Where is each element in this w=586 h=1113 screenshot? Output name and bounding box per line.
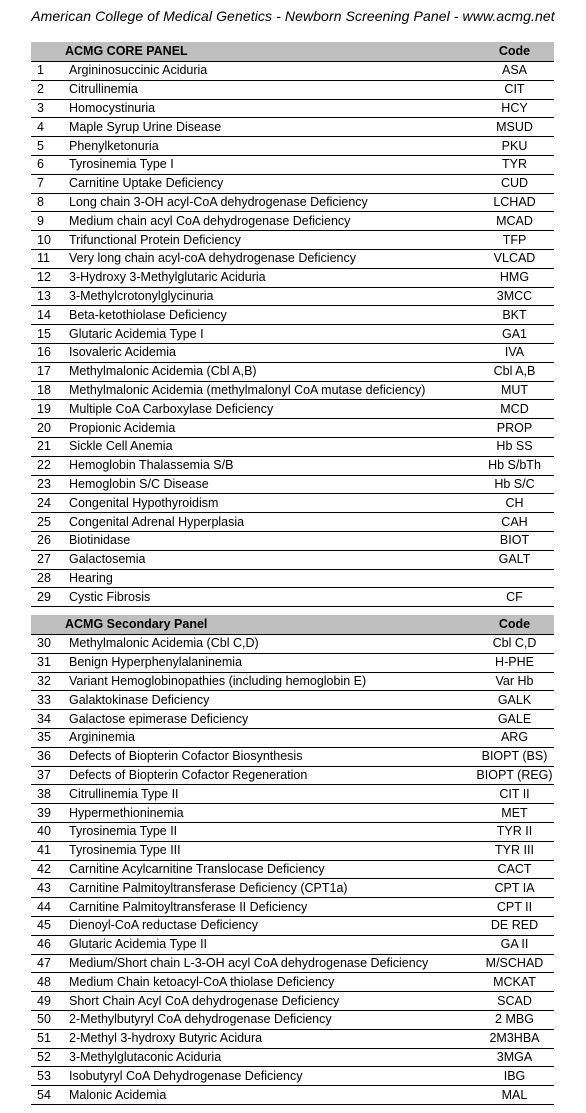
row-number: 20: [31, 419, 65, 438]
condition-code: TFP: [475, 231, 554, 250]
row-number: 1: [31, 62, 65, 81]
table-row: [31, 362, 554, 381]
secondary-panel-body: [31, 635, 554, 1105]
condition-name: 3-Hydroxy 3-Methylglutaric Aciduria: [65, 268, 475, 287]
table-row: [31, 268, 554, 287]
condition-name: Carnitine Uptake Deficiency: [65, 174, 475, 193]
condition-code: M/SCHAD: [475, 954, 554, 973]
condition-name: Galactose epimerase Deficiency: [65, 710, 475, 729]
secondary-panel-heading: ACMG Secondary Panel: [31, 615, 475, 635]
row-number: 8: [31, 193, 65, 212]
table-row: [31, 766, 554, 785]
table-row: [31, 494, 554, 513]
condition-code: GALK: [475, 691, 554, 710]
condition-name: Carnitine Palmitoyltransferase II Deficiency: [65, 898, 475, 917]
table-row: [31, 822, 554, 841]
condition-name: Cystic Fibrosis: [65, 588, 475, 607]
condition-name: Methylmalonic Acidemia (methylmalonyl CoA mutase deficiency): [65, 381, 475, 400]
row-number: 27: [31, 550, 65, 569]
row-number: 3: [31, 99, 65, 118]
row-number: 22: [31, 456, 65, 475]
row-number: 39: [31, 804, 65, 823]
condition-code: Hb S/C: [475, 475, 554, 494]
table-row: [31, 550, 554, 569]
table-row: [31, 916, 554, 935]
condition-name: 2-Methyl 3-hydroxy Butyric Acidura: [65, 1029, 475, 1048]
condition-name: Congenital Adrenal Hyperplasia: [65, 513, 475, 532]
condition-code: CAH: [475, 513, 554, 532]
table-row: [31, 513, 554, 532]
condition-code: ASA: [475, 62, 554, 81]
condition-name: Argininemia: [65, 728, 475, 747]
secondary-panel-header-row: [31, 615, 554, 635]
condition-name: Long chain 3-OH acyl-CoA dehydrogenase Deficiency: [65, 193, 475, 212]
condition-code: MCKAT: [475, 973, 554, 992]
condition-name: Hypermethioninemia: [65, 804, 475, 823]
table-row: [31, 747, 554, 766]
table-row: [31, 419, 554, 438]
condition-code: ARG: [475, 728, 554, 747]
table-row: [31, 588, 554, 607]
condition-code: H-PHE: [475, 653, 554, 672]
table-row: [31, 954, 554, 973]
row-number: 18: [31, 381, 65, 400]
condition-name: Carnitine Palmitoyltransferase Deficiency (CPT1a): [65, 879, 475, 898]
core-panel-heading: ACMG CORE PANEL: [31, 42, 475, 62]
condition-name: Galaktokinase Deficiency: [65, 691, 475, 710]
row-number: 29: [31, 588, 65, 607]
table-row: [31, 456, 554, 475]
row-number: 13: [31, 287, 65, 306]
condition-code: MUT: [475, 381, 554, 400]
condition-name: Biotinidase: [65, 531, 475, 550]
condition-code: TYR III: [475, 841, 554, 860]
table-row: [31, 381, 554, 400]
row-number: 4: [31, 118, 65, 137]
condition-name: Hemoglobin S/C Disease: [65, 475, 475, 494]
row-number: 10: [31, 231, 65, 250]
table-row: [31, 62, 554, 81]
condition-name: 3-Methylglutaconic Aciduria: [65, 1048, 475, 1067]
condition-name: Glutaric Acidemia Type II: [65, 935, 475, 954]
table-row: [31, 343, 554, 362]
table-row: [31, 155, 554, 174]
row-number: 21: [31, 437, 65, 456]
table-row: [31, 672, 554, 691]
condition-code: 3MGA: [475, 1048, 554, 1067]
condition-code: MET: [475, 804, 554, 823]
condition-code: LCHAD: [475, 193, 554, 212]
condition-code: BKT: [475, 306, 554, 325]
table-row: [31, 860, 554, 879]
condition-name: Citrullinemia: [65, 80, 475, 99]
row-number: 2: [31, 80, 65, 99]
condition-code: IBG: [475, 1067, 554, 1086]
condition-code: HMG: [475, 268, 554, 287]
table-row: [31, 400, 554, 419]
condition-code: CPT IA: [475, 879, 554, 898]
row-number: 47: [31, 954, 65, 973]
row-number: 46: [31, 935, 65, 954]
table-row: [31, 973, 554, 992]
condition-code: CH: [475, 494, 554, 513]
row-number: 37: [31, 766, 65, 785]
condition-code: Cbl A,B: [475, 362, 554, 381]
table-row: [31, 249, 554, 268]
table-row: [31, 841, 554, 860]
table-row: [31, 80, 554, 99]
condition-name: Carnitine Acylcarnitine Translocase Deficiency: [65, 860, 475, 879]
row-number: 28: [31, 569, 65, 588]
table-row: [31, 325, 554, 344]
table-row: [31, 1067, 554, 1086]
secondary-panel-code-heading: Code: [475, 615, 554, 635]
row-number: 9: [31, 212, 65, 231]
condition-code: GA1: [475, 325, 554, 344]
table-row: [31, 1086, 554, 1105]
row-number: 30: [31, 635, 65, 654]
table-row: [31, 1029, 554, 1048]
row-number: 51: [31, 1029, 65, 1048]
table-row: [31, 691, 554, 710]
table-row: [31, 879, 554, 898]
condition-code: IVA: [475, 343, 554, 362]
condition-name: Multiple CoA Carboxylase Deficiency: [65, 400, 475, 419]
row-number: 34: [31, 710, 65, 729]
condition-code: CPT II: [475, 898, 554, 917]
condition-name: Congenital Hypothyroidism: [65, 494, 475, 513]
condition-code: 2M3HBA: [475, 1029, 554, 1048]
condition-code: BIOPT (BS): [475, 747, 554, 766]
table-row: [31, 992, 554, 1011]
condition-code: CUD: [475, 174, 554, 193]
condition-name: 2-Methylbutyryl CoA dehydrogenase Deficiency: [65, 1010, 475, 1029]
row-number: 17: [31, 362, 65, 381]
condition-name: Benign Hyperphenylalaninemia: [65, 653, 475, 672]
condition-name: Homocystinuria: [65, 99, 475, 118]
table-row: [31, 437, 554, 456]
table-row: [31, 898, 554, 917]
row-number: 11: [31, 249, 65, 268]
condition-name: Medium/Short chain L-3-OH acyl CoA dehydrogenase Deficiency: [65, 954, 475, 973]
condition-code: MSUD: [475, 118, 554, 137]
condition-code: GA II: [475, 935, 554, 954]
condition-name: Beta-ketothiolase Deficiency: [65, 306, 475, 325]
condition-name: Maple Syrup Urine Disease: [65, 118, 475, 137]
row-number: 52: [31, 1048, 65, 1067]
row-number: 26: [31, 531, 65, 550]
secondary-panel-table: [31, 615, 554, 1105]
row-number: 16: [31, 343, 65, 362]
condition-code: Cbl C,D: [475, 635, 554, 654]
condition-code: PKU: [475, 137, 554, 156]
condition-code: BIOT: [475, 531, 554, 550]
table-row: [31, 118, 554, 137]
row-number: 35: [31, 728, 65, 747]
condition-name: Methylmalonic Acidemia (Cbl C,D): [65, 635, 475, 654]
condition-name: Defects of Biopterin Cofactor Regeneration: [65, 766, 475, 785]
row-number: 40: [31, 822, 65, 841]
row-number: 43: [31, 879, 65, 898]
condition-code: CF: [475, 588, 554, 607]
condition-name: Trifunctional Protein Deficiency: [65, 231, 475, 250]
row-number: 25: [31, 513, 65, 532]
condition-code: SCAD: [475, 992, 554, 1011]
condition-code: Var Hb: [475, 672, 554, 691]
table-row: [31, 935, 554, 954]
table-row: [31, 1048, 554, 1067]
condition-code: GALT: [475, 550, 554, 569]
condition-code: CIT: [475, 80, 554, 99]
row-number: 31: [31, 653, 65, 672]
condition-name: Medium Chain ketoacyl-CoA thiolase Deficiency: [65, 973, 475, 992]
row-number: 44: [31, 898, 65, 917]
row-number: 42: [31, 860, 65, 879]
condition-code: CIT II: [475, 785, 554, 804]
condition-name: Galactosemia: [65, 550, 475, 569]
table-row: [31, 531, 554, 550]
condition-code: Hb SS: [475, 437, 554, 456]
table-row: [31, 212, 554, 231]
condition-name: Short Chain Acyl CoA dehydrogenase Deficiency: [65, 992, 475, 1011]
condition-name: Glutaric Acidemia Type I: [65, 325, 475, 344]
core-panel-code-heading: Code: [475, 42, 554, 62]
table-row: [31, 137, 554, 156]
row-number: 53: [31, 1067, 65, 1086]
table-row: [31, 1010, 554, 1029]
condition-name: Malonic Acidemia: [65, 1086, 475, 1105]
table-row: [31, 174, 554, 193]
row-number: 36: [31, 747, 65, 766]
core-panel-table: [31, 42, 554, 607]
condition-name: Tyrosinemia Type II: [65, 822, 475, 841]
condition-name: Variant Hemoglobinopathies (including hemoglobin E): [65, 672, 475, 691]
row-number: 12: [31, 268, 65, 287]
table-row: [31, 653, 554, 672]
condition-code: VLCAD: [475, 249, 554, 268]
condition-name: Methylmalonic Acidemia (Cbl A,B): [65, 362, 475, 381]
condition-name: Tyrosinemia Type I: [65, 155, 475, 174]
table-row: [31, 306, 554, 325]
condition-code: DE RED: [475, 916, 554, 935]
table-row: [31, 193, 554, 212]
core-panel-body: [31, 62, 554, 607]
row-number: 45: [31, 916, 65, 935]
condition-name: Dienoyl-CoA reductase Deficiency: [65, 916, 475, 935]
condition-name: Hearing: [65, 569, 475, 588]
table-row: [31, 231, 554, 250]
condition-code: PROP: [475, 419, 554, 438]
row-number: 15: [31, 325, 65, 344]
core-panel-header-row: [31, 42, 554, 62]
row-number: 54: [31, 1086, 65, 1105]
row-number: 7: [31, 174, 65, 193]
condition-name: 3-Methylcrotonylglycinuria: [65, 287, 475, 306]
condition-name: Very long chain acyl-coA dehydrogenase Deficiency: [65, 249, 475, 268]
condition-name: Sickle Cell Anemia: [65, 437, 475, 456]
row-number: 41: [31, 841, 65, 860]
row-number: 24: [31, 494, 65, 513]
condition-name: Medium chain acyl CoA dehydrogenase Deficiency: [65, 212, 475, 231]
table-row: [31, 99, 554, 118]
condition-name: Defects of Biopterin Cofactor Biosynthesis: [65, 747, 475, 766]
condition-code: MCD: [475, 400, 554, 419]
condition-name: Phenylketonuria: [65, 137, 475, 156]
row-number: 23: [31, 475, 65, 494]
table-row: [31, 569, 554, 588]
condition-name: Isovaleric Acidemia: [65, 343, 475, 362]
condition-name: Propionic Acidemia: [65, 419, 475, 438]
condition-code: 2 MBG: [475, 1010, 554, 1029]
condition-code: CACT: [475, 860, 554, 879]
row-number: 5: [31, 137, 65, 156]
row-number: 50: [31, 1010, 65, 1029]
row-number: 33: [31, 691, 65, 710]
condition-code: [475, 569, 554, 588]
table-row: [31, 710, 554, 729]
condition-name: Argininosuccinic Aciduria: [65, 62, 475, 81]
condition-code: HCY: [475, 99, 554, 118]
table-row: [31, 475, 554, 494]
condition-code: TYR: [475, 155, 554, 174]
row-number: 19: [31, 400, 65, 419]
table-row: [31, 785, 554, 804]
condition-name: Isobutyryl CoA Dehydrogenase Deficiency: [65, 1067, 475, 1086]
page-title: American College of Medical Genetics - Newborn Screening Panel - www.acmg.net: [31, 8, 555, 24]
condition-code: Hb S/bTh: [475, 456, 554, 475]
condition-name: Tyrosinemia Type III: [65, 841, 475, 860]
condition-code: TYR II: [475, 822, 554, 841]
table-row: [31, 635, 554, 654]
condition-code: MAL: [475, 1086, 554, 1105]
condition-name: Hemoglobin Thalassemia S/B: [65, 456, 475, 475]
table-row: [31, 287, 554, 306]
row-number: 49: [31, 992, 65, 1011]
condition-code: 3MCC: [475, 287, 554, 306]
row-number: 6: [31, 155, 65, 174]
row-number: 48: [31, 973, 65, 992]
row-number: 14: [31, 306, 65, 325]
condition-code: BIOPT (REG): [475, 766, 554, 785]
row-number: 32: [31, 672, 65, 691]
row-number: 38: [31, 785, 65, 804]
condition-name: Citrullinemia Type II: [65, 785, 475, 804]
condition-code: MCAD: [475, 212, 554, 231]
table-row: [31, 804, 554, 823]
table-row: [31, 728, 554, 747]
condition-code: GALE: [475, 710, 554, 729]
